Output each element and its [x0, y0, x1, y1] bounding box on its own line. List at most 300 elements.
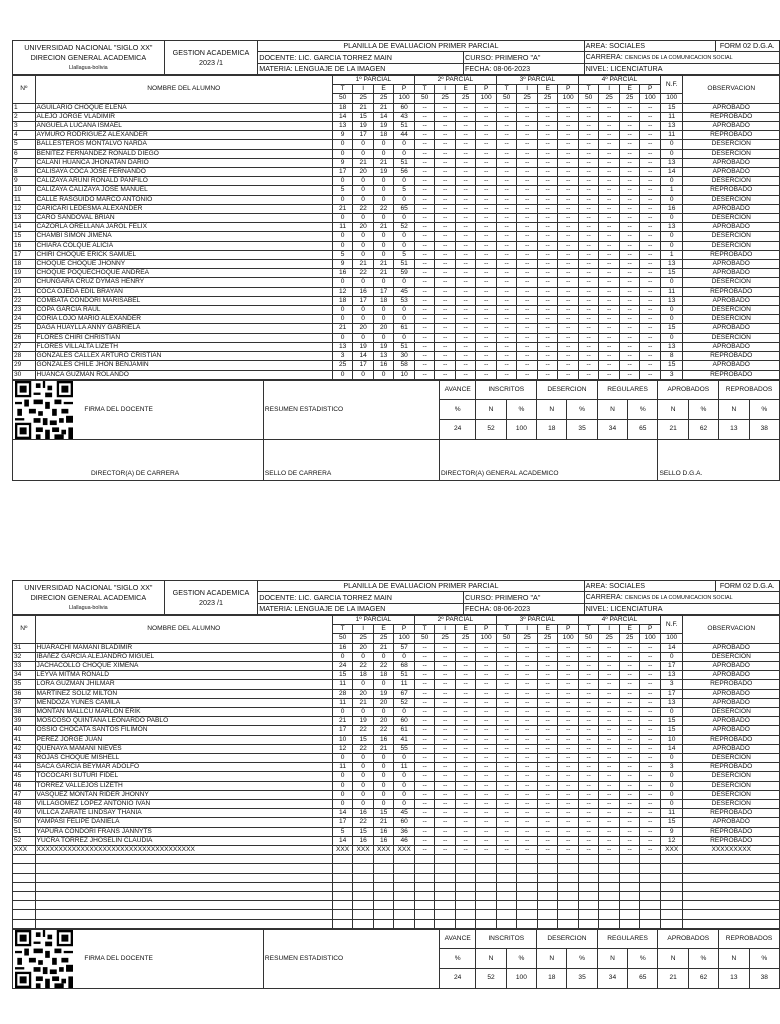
empty-score: -- [640, 214, 661, 223]
firma-docente: FIRMA DEL DOCENTE [83, 380, 263, 439]
empty-score: -- [476, 103, 497, 112]
parcial-1-score: 44 [394, 131, 415, 140]
final-grade: 15 [660, 818, 683, 827]
empty-cell [373, 855, 394, 864]
observation: APROBADO [683, 689, 780, 698]
empty-score: -- [496, 195, 517, 204]
empty-score: -- [640, 671, 661, 680]
empty-cell [558, 901, 579, 910]
empty-score: -- [517, 177, 538, 186]
parcial-1-score: 0 [332, 315, 353, 324]
observation: DESERCION [683, 800, 780, 809]
empty-cell [619, 855, 640, 864]
empty-score: -- [578, 800, 599, 809]
empty-score: -- [640, 726, 661, 735]
empty-cell [35, 882, 332, 891]
empty-score: -- [496, 708, 517, 717]
parcial-1-score: 0 [353, 186, 374, 195]
resumen-label: RESUMEN ESTADISTICO [263, 929, 439, 988]
carrera-field [584, 52, 779, 64]
empty-score: -- [517, 643, 538, 652]
empty-cell [640, 864, 661, 873]
empty-score: -- [476, 204, 497, 213]
empty-score: -- [640, 772, 661, 781]
empty-score: -- [455, 241, 476, 250]
table-row [13, 652, 780, 661]
empty-score: -- [435, 698, 456, 707]
empty-score: -- [578, 370, 599, 379]
summary-value: 52 [476, 420, 506, 440]
parcial-1-score: 0 [373, 708, 394, 717]
empty-score: -- [435, 306, 456, 315]
empty-score: -- [599, 214, 620, 223]
empty-cell [496, 892, 517, 901]
empty-score: -- [619, 131, 640, 140]
final-grade: 13 [660, 122, 683, 131]
empty-score: -- [414, 352, 435, 361]
empty-score: -- [599, 744, 620, 753]
parcial-1-score: 18 [373, 671, 394, 680]
empty-score: -- [640, 735, 661, 744]
table-row [13, 158, 780, 167]
sello-carrera: SELLO DE CARRERA [263, 439, 439, 480]
empty-score: -- [640, 352, 661, 361]
parcial-1-score: 51 [394, 122, 415, 131]
student-number: 13 [13, 214, 36, 223]
summary-unit: % [506, 949, 536, 969]
empty-score: -- [496, 186, 517, 195]
parcial-1-score: 20 [373, 324, 394, 333]
empty-score: -- [558, 827, 579, 836]
empty-cell [683, 910, 780, 919]
student-number: 47 [13, 790, 36, 799]
student-name: CHUNGARA CRUZ DYMAS HENRY [35, 278, 332, 287]
empty-cell [35, 910, 332, 919]
student-name: OSSIO CHOCATA SANTOS FILIMON [35, 726, 332, 735]
table-row [13, 809, 780, 818]
final-grade: 13 [660, 158, 683, 167]
empty-score: -- [455, 315, 476, 324]
student-name: AGUILARIO CHOQUE ELENA [35, 103, 332, 112]
empty-score: -- [599, 827, 620, 836]
parcial-1-score: 0 [332, 278, 353, 287]
summary-value: 65 [628, 420, 658, 440]
empty-score: -- [640, 195, 661, 204]
empty-score: -- [414, 671, 435, 680]
empty-cell [373, 910, 394, 919]
empty-score: -- [640, 122, 661, 131]
parcial-1-score: 43 [394, 112, 415, 121]
empty-cell [599, 892, 620, 901]
final-grade: 15 [660, 269, 683, 278]
empty-score: -- [435, 342, 456, 351]
table-row [13, 149, 780, 158]
parcial-1-score: 15 [332, 671, 353, 680]
table-row [13, 112, 780, 121]
empty-score: -- [599, 195, 620, 204]
empty-score: -- [476, 177, 497, 186]
empty-score: -- [558, 836, 579, 845]
empty-score: -- [435, 652, 456, 661]
empty-score: -- [517, 698, 538, 707]
empty-score: -- [455, 836, 476, 845]
empty-row [13, 901, 780, 910]
empty-score: -- [599, 333, 620, 342]
empty-cell [435, 910, 456, 919]
empty-score: -- [537, 140, 558, 149]
empty-cell [476, 873, 497, 882]
table-row [13, 168, 780, 177]
sub-header-cell: P [640, 85, 661, 94]
empty-score: -- [640, 315, 661, 324]
summary-value: 38 [749, 969, 780, 989]
summary-unit: % [628, 400, 658, 420]
nf-header: N.F. [660, 616, 683, 634]
empty-score: -- [517, 809, 538, 818]
parcial-1-score: 11 [332, 763, 353, 772]
empty-score: -- [435, 241, 456, 250]
empty-score: -- [496, 223, 517, 232]
student-name: SACA GARCIA BEYMAR ADOLFO [35, 763, 332, 772]
student-number: 50 [13, 818, 36, 827]
empty-score: -- [414, 790, 435, 799]
empty-score: -- [455, 195, 476, 204]
empty-score: -- [435, 122, 456, 131]
table-row [13, 177, 780, 186]
parcial-1-score: 22 [353, 662, 374, 671]
summary-value: 35 [567, 420, 597, 440]
empty-score: -- [414, 333, 435, 342]
student-number: 42 [13, 744, 36, 753]
empty-score: -- [517, 214, 538, 223]
empty-cell [683, 892, 780, 901]
empty-score: -- [640, 689, 661, 698]
parcial-1-score: 11 [332, 680, 353, 689]
empty-cell [578, 892, 599, 901]
empty-score: -- [599, 122, 620, 131]
empty-score: -- [578, 671, 599, 680]
empty-score: -- [455, 726, 476, 735]
empty-score: -- [537, 241, 558, 250]
summary-value: 24 [439, 969, 475, 989]
empty-score: -- [414, 177, 435, 186]
parcial-1-score: 0 [353, 754, 374, 763]
empty-score: -- [599, 361, 620, 370]
parcial-1-score: 0 [332, 708, 353, 717]
empty-score: -- [619, 754, 640, 763]
empty-score: -- [599, 168, 620, 177]
empty-score: -- [640, 763, 661, 772]
empty-score: -- [558, 186, 579, 195]
empty-cell [476, 901, 497, 910]
empty-score: -- [558, 772, 579, 781]
student-number: 26 [13, 333, 36, 342]
empty-score: -- [537, 306, 558, 315]
empty-score: -- [619, 287, 640, 296]
parcial-1-score: 11 [394, 763, 415, 772]
observation: REPROBADO [683, 112, 780, 121]
empty-cell [558, 892, 579, 901]
empty-cell [640, 919, 661, 928]
summary-value: 18 [537, 420, 567, 440]
gestion-block [164, 41, 258, 75]
empty-row [13, 910, 780, 919]
empty-score: -- [455, 671, 476, 680]
parcial-1-score: 0 [332, 772, 353, 781]
empty-score: -- [537, 214, 558, 223]
empty-score: -- [496, 717, 517, 726]
final-grade: 0 [660, 652, 683, 661]
empty-score: -- [476, 241, 497, 250]
empty-score: -- [640, 717, 661, 726]
area-field: AREA: SOCIALES [584, 581, 715, 592]
empty-score: -- [619, 223, 640, 232]
empty-score: -- [476, 324, 497, 333]
empty-score: -- [537, 122, 558, 131]
empty-score: -- [558, 223, 579, 232]
empty-score: -- [578, 223, 599, 232]
empty-score: -- [640, 158, 661, 167]
parcial-1-score: 21 [373, 269, 394, 278]
empty-score: -- [496, 772, 517, 781]
empty-row [13, 919, 780, 928]
parcial-1-score: 17 [353, 361, 374, 370]
sub-header-cell: P [640, 625, 661, 634]
empty-score: -- [558, 662, 579, 671]
student-name: PEREZ JORGE JUAN [35, 735, 332, 744]
empty-score: -- [599, 643, 620, 652]
form-title: PLANILLA DE EVALUACION PRIMER PARCIAL [258, 41, 584, 52]
empty-score: -- [435, 140, 456, 149]
empty-score: -- [619, 168, 640, 177]
empty-cell [599, 855, 620, 864]
empty-score: -- [476, 754, 497, 763]
empty-score: -- [496, 241, 517, 250]
empty-cell [578, 855, 599, 864]
final-grade: 0 [660, 708, 683, 717]
weight-cell: 50 [414, 94, 435, 103]
sub-header-cell: T [578, 85, 599, 94]
empty-score: -- [640, 131, 661, 140]
empty-score: -- [476, 232, 497, 241]
summary-value: 24 [439, 420, 475, 440]
empty-score: -- [455, 809, 476, 818]
empty-score: -- [558, 735, 579, 744]
parcial-1-score: 5 [394, 186, 415, 195]
final-grade: 14 [660, 168, 683, 177]
empty-score: -- [578, 149, 599, 158]
empty-score: -- [414, 744, 435, 753]
empty-cell [640, 882, 661, 891]
empty-score: -- [537, 177, 558, 186]
empty-score: -- [476, 800, 497, 809]
final-grade: 3 [660, 680, 683, 689]
empty-score: -- [599, 652, 620, 661]
empty-score: -- [455, 269, 476, 278]
empty-score: -- [476, 287, 497, 296]
empty-score: -- [558, 763, 579, 772]
empty-score: -- [414, 643, 435, 652]
empty-score: -- [476, 370, 497, 379]
location: Llallagua-bolivia [69, 604, 108, 611]
empty-score: -- [640, 818, 661, 827]
student-number: 16 [13, 241, 36, 250]
parcial-1-score: 20 [353, 324, 374, 333]
empty-cell [332, 901, 353, 910]
final-grade: 0 [660, 333, 683, 342]
summary-value: 62 [688, 420, 718, 440]
empty-cell [353, 882, 374, 891]
empty-cell [537, 873, 558, 882]
parcial-1-score: 0 [353, 140, 374, 149]
parcial-1-score: 21 [373, 260, 394, 269]
empty-cell [660, 855, 683, 864]
parcial-1-score: 0 [373, 680, 394, 689]
nivel-field: NIVEL: LICENCIATURA [584, 604, 779, 615]
student-name: YUCRA TORREZ JHOSELIN CLAUDIA [35, 836, 332, 845]
student-name: CALLE RASGUIDO MARCO ANTONIO [35, 195, 332, 204]
weight-cell: 50 [332, 634, 353, 643]
parcial-1-score: 5 [394, 250, 415, 259]
empty-cell [414, 855, 435, 864]
empty-score: -- [517, 103, 538, 112]
final-grade: 11 [660, 112, 683, 121]
empty-score: -- [414, 708, 435, 717]
empty-score: -- [414, 204, 435, 213]
empty-score: -- [435, 352, 456, 361]
parcial-1-score: 51 [394, 260, 415, 269]
parcial-1-score: 17 [332, 168, 353, 177]
empty-score: -- [619, 112, 640, 121]
empty-score: -- [619, 260, 640, 269]
parcial-1-score: 3 [332, 352, 353, 361]
empty-score: -- [455, 232, 476, 241]
empty-score: -- [435, 103, 456, 112]
parcial-1-score: 51 [394, 158, 415, 167]
empty-cell [455, 864, 476, 873]
university-block [13, 41, 165, 75]
weight-cell: 25 [537, 94, 558, 103]
empty-cell [558, 864, 579, 873]
empty-score: -- [476, 158, 497, 167]
empty-score: -- [578, 680, 599, 689]
location: Llallagua-bolivia [69, 64, 108, 71]
empty-score: -- [414, 158, 435, 167]
empty-score: -- [578, 735, 599, 744]
empty-score: -- [537, 287, 558, 296]
empty-score: -- [558, 790, 579, 799]
empty-score: -- [599, 772, 620, 781]
empty-cell [496, 910, 517, 919]
empty-score: -- [517, 836, 538, 845]
empty-score: -- [414, 278, 435, 287]
empty-score: -- [599, 698, 620, 707]
observation: REPROBADO [683, 287, 780, 296]
empty-score: -- [414, 800, 435, 809]
empty-score: -- [476, 269, 497, 278]
empty-score: -- [619, 342, 640, 351]
empty-score: -- [537, 735, 558, 744]
table-row [13, 260, 780, 269]
observation: APROBADO [683, 671, 780, 680]
table-row [13, 131, 780, 140]
parcial-1-score: 0 [394, 652, 415, 661]
empty-score: -- [517, 232, 538, 241]
sub-header-cell: E [455, 625, 476, 634]
empty-score: -- [496, 306, 517, 315]
parcial-1-score: 18 [332, 103, 353, 112]
empty-score: -- [414, 818, 435, 827]
empty-score: -- [435, 717, 456, 726]
parcial-1-score: 12 [332, 744, 353, 753]
student-name: CAZORLA ORELLANA JAROL FELIX [35, 223, 332, 232]
parcial-1-score: 68 [394, 662, 415, 671]
table-row [13, 103, 780, 112]
empty-score: -- [640, 790, 661, 799]
empty-score: -- [517, 846, 538, 855]
empty-score: -- [578, 324, 599, 333]
empty-cell [640, 901, 661, 910]
empty-cell [683, 919, 780, 928]
empty-score: -- [599, 662, 620, 671]
student-number: 45 [13, 772, 36, 781]
empty-cell [599, 901, 620, 910]
table-row [13, 735, 780, 744]
student-number: 48 [13, 800, 36, 809]
empty-score: -- [558, 195, 579, 204]
empty-score: -- [537, 698, 558, 707]
empty-cell [435, 919, 456, 928]
summary-unit: % [688, 400, 718, 420]
summary-unit: % [749, 949, 780, 969]
empty-score: -- [517, 296, 538, 305]
empty-score: -- [537, 186, 558, 195]
student-name: BENITEZ FERNANDEZ RONALD DIEGO [35, 149, 332, 158]
sub-header-cell: E [619, 85, 640, 94]
empty-score: -- [517, 195, 538, 204]
empty-score: -- [640, 260, 661, 269]
observation: APROBADO [683, 324, 780, 333]
parcial-1-score: 0 [332, 241, 353, 250]
empty-score: -- [435, 287, 456, 296]
empty-score: -- [578, 726, 599, 735]
parcial-1-score: 9 [332, 260, 353, 269]
gestion-value: 2023 /1 [198, 57, 223, 67]
empty-score: -- [619, 717, 640, 726]
table-row [13, 836, 780, 845]
evaluation-sheet-2 [12, 580, 780, 989]
gestion-block [164, 581, 258, 615]
parcial-1-score: 67 [394, 689, 415, 698]
parcial-1-score: 16 [353, 836, 374, 845]
empty-score: -- [619, 726, 640, 735]
empty-score: -- [476, 772, 497, 781]
empty-score: -- [578, 342, 599, 351]
student-number: 23 [13, 306, 36, 315]
empty-cell [332, 919, 353, 928]
parcial-1-score: 0 [394, 149, 415, 158]
empty-cell [353, 873, 374, 882]
empty-score: -- [435, 296, 456, 305]
observation: REPROBADO [683, 131, 780, 140]
parcial-1-score: 51 [394, 671, 415, 680]
inscritos-header: INSCRITOS [476, 929, 537, 949]
empty-cell [537, 901, 558, 910]
parcial-1-score: 45 [394, 287, 415, 296]
table-row [13, 744, 780, 753]
inscritos-header: INSCRITOS [476, 380, 537, 400]
sub-header-cell: P [394, 85, 415, 94]
